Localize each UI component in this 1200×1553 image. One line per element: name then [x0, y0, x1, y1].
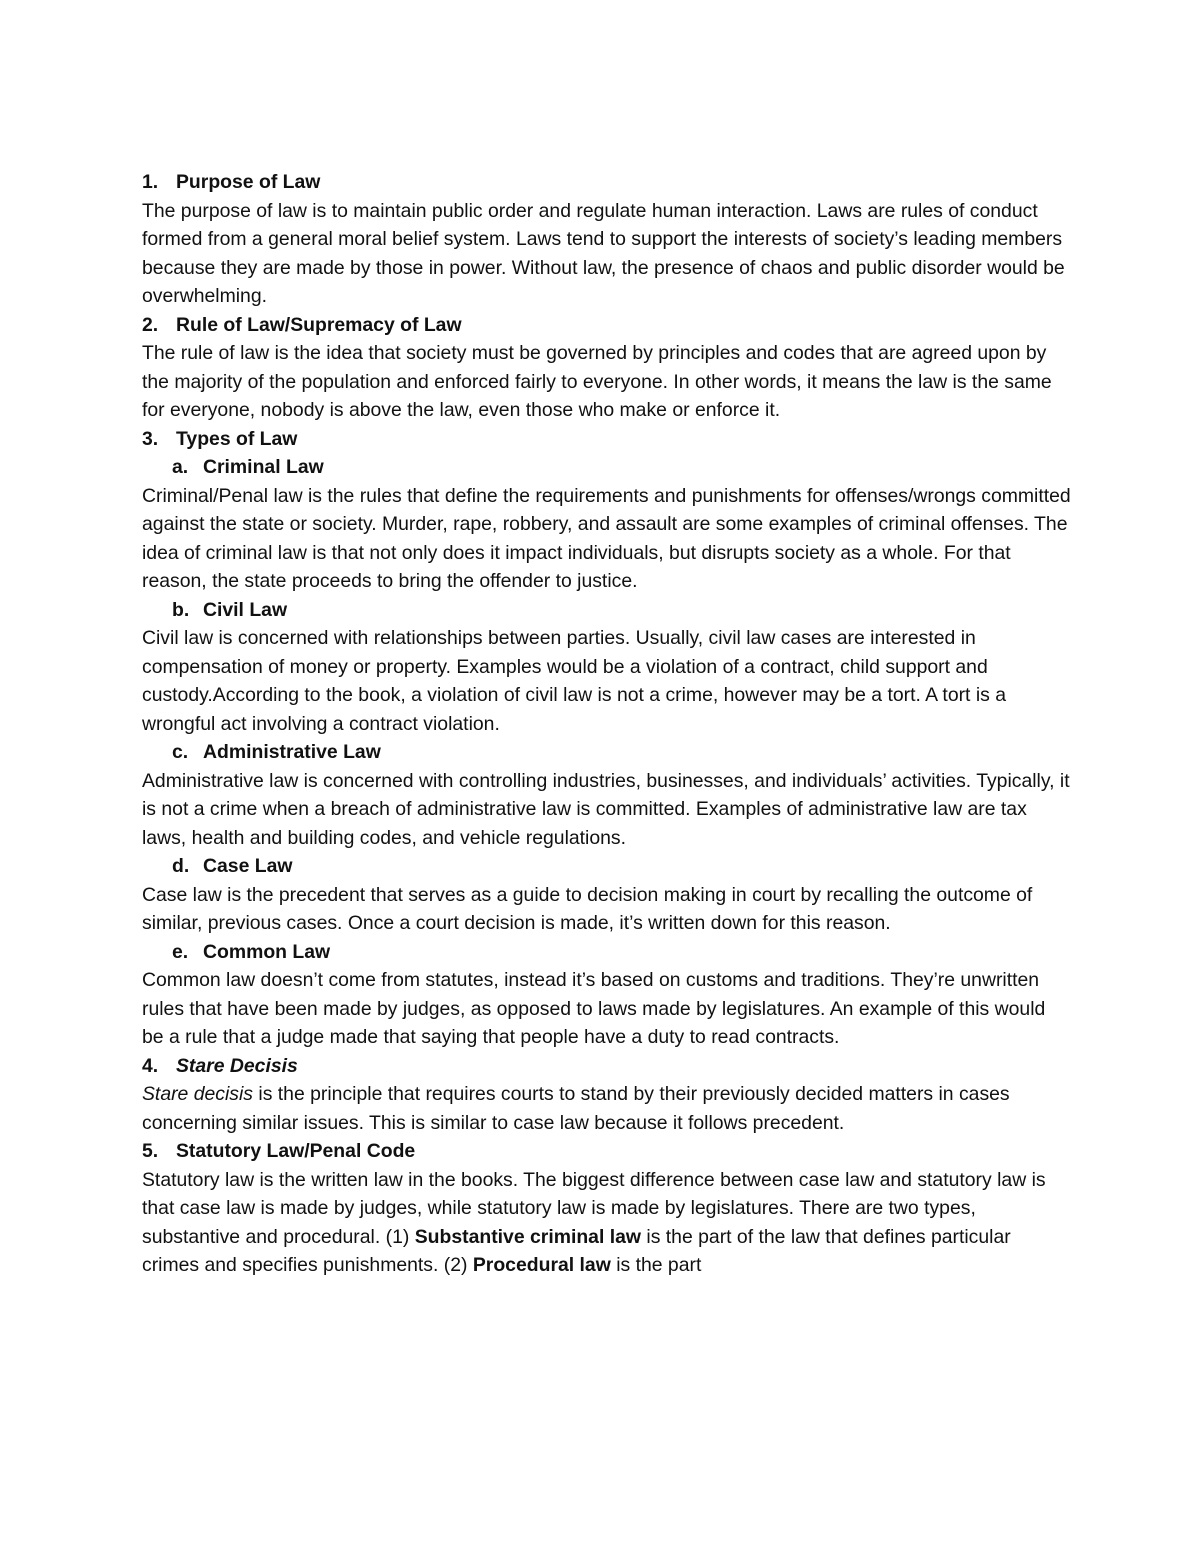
section-number: 3.	[142, 427, 159, 450]
subsection-paragraph: Civil law is concerned with relationships between parties. Usually, civil law cases are interested in compensation of money or property. Examples would be a violation of a contract, child support and custody.According to the book, a violation of civil law is not a crime, however may be a tort. A tort is a wrongful act involving a contract violation.	[142, 627, 1007, 735]
subsection-title: Administrative Law	[203, 741, 381, 763]
subsection-letter: c.	[172, 741, 189, 763]
bold-term: Procedural law	[472, 1254, 611, 1276]
section-title: Stare Decisis	[176, 1054, 298, 1077]
subsection-title: Civil Law	[203, 598, 288, 621]
subsection-paragraph: Case law is the precedent that serves as a guide to decision making in court by recalling the outcome of similar, previous cases. Once a court decision is made, it’s written down for this reason.	[142, 883, 1033, 934]
subsection-title: Common Law	[203, 940, 331, 963]
document-content	[142, 168, 1072, 1280]
section-heading	[142, 1137, 1072, 1166]
bold-term: Substantive criminal law	[414, 1225, 641, 1248]
section-heading	[142, 425, 1072, 454]
subsection-letter: e.	[172, 940, 189, 963]
subsection-letter: b.	[172, 598, 190, 621]
subsection-letter: a.	[172, 456, 189, 478]
subsection-heading	[142, 852, 1072, 881]
subsection-heading	[142, 938, 1072, 967]
section-title: Statutory Law/Penal Code	[176, 1140, 416, 1162]
section-paragraph	[142, 1166, 1072, 1280]
section-paragraph: The rule of law is the idea that society must be governed by principles and codes that are agreed upon by the majority of the population and enforced fairly to everyone. In other words, it means the law is the same for everyone, nobody is above the law, even those who make or enforce it.	[142, 342, 1052, 421]
subsection-heading	[142, 596, 1072, 625]
section-heading	[142, 168, 1072, 197]
section-heading	[142, 311, 1072, 340]
paragraph-text: is the part of the law that defines particular crimes and specifies punishments. (2)	[142, 1225, 1011, 1276]
paragraph-text: Statutory law is the written law in the books. The biggest difference between case law and statutory law is that case law is made by judges, while statutory law is made by legislatures. There are two types, substantive and procedural. (1)	[142, 1168, 1046, 1248]
subsection-title: Criminal Law	[203, 456, 324, 478]
subsection-letter: d.	[172, 855, 190, 877]
subsection-paragraph: Criminal/Penal law is the rules that define the requirements and punishments for offenses/wrongs committed against the state or society. Murder, rape, robbery, and assault are some examples of criminal offenses. The idea of criminal law is that not only does it impact individuals, but disrupts society as a whole. For that reason, the state proceeds to bring the offender to justice.	[142, 484, 1071, 592]
section-title: Rule of Law/Supremacy of Law	[176, 313, 462, 336]
section-paragraph: The purpose of law is to maintain public order and regulate human interaction. Laws are rules of conduct formed from a general moral belief system. Laws tend to support the interests of society’s leading members because they are made by those in power. Without law, the presence of chaos and public disorder would be overwhelming.	[142, 199, 1065, 307]
section-paragraph	[142, 1080, 1072, 1137]
subsection-title: Case Law	[203, 855, 293, 877]
paragraph-text: is the part	[610, 1254, 702, 1276]
subsection-heading	[142, 738, 1072, 767]
section-title: Types of Law	[176, 427, 298, 450]
section-number: 2.	[142, 313, 159, 336]
section-number: 4.	[142, 1054, 159, 1077]
paragraph-text: is the principle that requires courts to stand by their previously decided matters in cases concerning similar issues. This is similar to case law because it follows precedent.	[142, 1083, 1010, 1134]
section-number: 1.	[142, 171, 159, 193]
section-heading	[142, 1052, 1072, 1081]
subsection-paragraph: Administrative law is concerned with controlling industries, businesses, and individuals’ activities. Typically, it is not a crime when a breach of administrative law is committed. Examples of administrative law are tax laws, health and building codes, and vehicle regulations.	[142, 769, 1070, 849]
section-number: 5.	[142, 1140, 159, 1162]
italic-term: Stare decisis	[142, 1083, 254, 1105]
section-title: Purpose of Law	[176, 171, 321, 193]
subsection-paragraph: Common law doesn’t come from statutes, instead it’s based on customs and traditions. They’re unwritten rules that have been made by judges, as opposed to laws made by legislatures. An example of this would be a rule that a judge made that saying that people have a duty to read contracts.	[142, 969, 1046, 1048]
subsection-heading	[142, 453, 1072, 482]
